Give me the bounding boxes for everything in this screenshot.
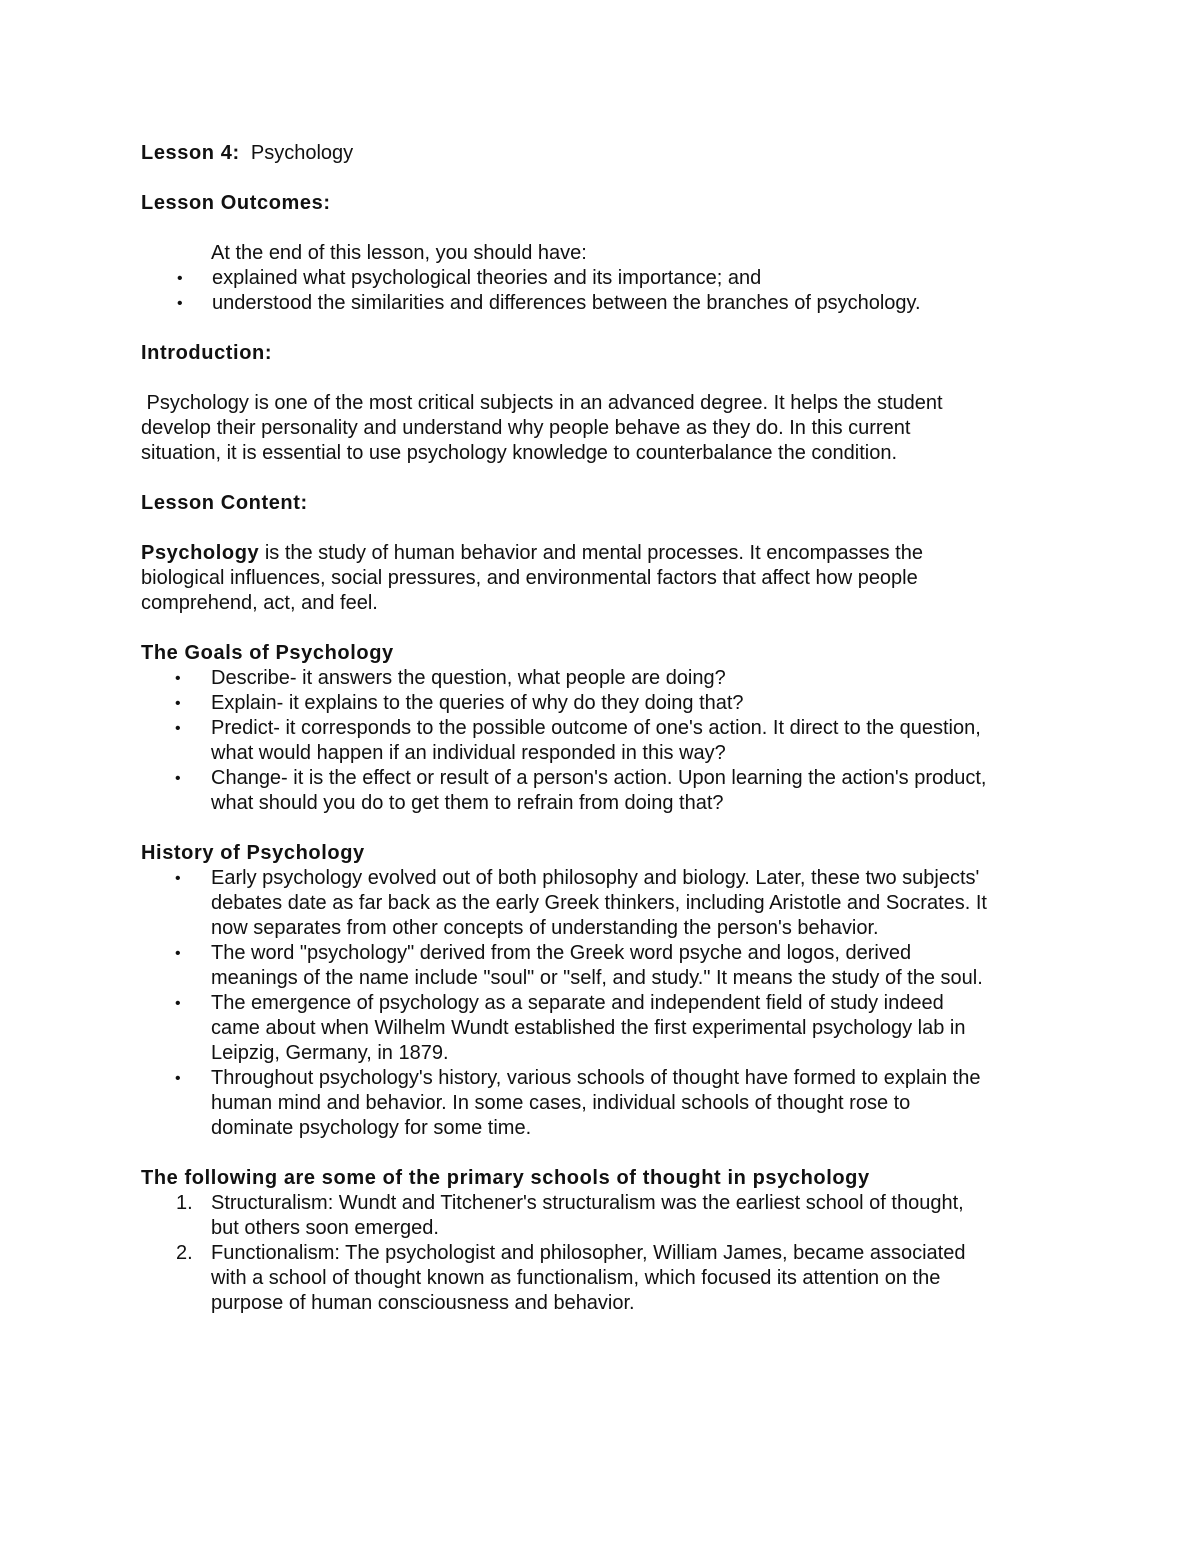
outcome-text: understood the similarities and differences between the branches of psychology.: [212, 292, 921, 314]
history-line: Leipzig, Germany, in 1879.: [211, 1042, 449, 1064]
psychology-term: Psychology: [141, 542, 260, 564]
list-item: [175, 716, 1061, 766]
bullet-icon: •: [175, 870, 181, 887]
content-heading: Lesson Content:: [141, 492, 308, 514]
history-line: human mind and behavior. In some cases, individual schools of thought rose to: [211, 1092, 911, 1114]
list-item: [175, 666, 1061, 691]
school-line: Structuralism: Wundt and Titchener's structuralism was the earliest school of thought,: [211, 1192, 964, 1214]
history-line: Early psychology evolved out of both philosophy and biology. Later, these two subjects': [211, 867, 980, 889]
outcomes-section: [141, 241, 1061, 316]
list-item: [175, 691, 1061, 716]
bullet-icon: •: [175, 1070, 181, 1087]
bullet-icon: •: [175, 670, 181, 687]
goal-line: Predict- it corresponds to the possible outcome of one's action. It direct to the question,: [211, 717, 981, 739]
list-number: 2.: [176, 1242, 193, 1264]
history-line: The word "psychology" derived from the Greek word psyche and logos, derived: [211, 942, 912, 964]
list-item: [175, 1066, 1061, 1141]
list-item: [175, 991, 1061, 1066]
goal-line: what should you do to get them to refrain from doing that?: [211, 792, 724, 814]
schools-list: [176, 1191, 1061, 1316]
list-item: [141, 266, 1061, 291]
history-list: [175, 866, 1061, 1141]
history-line: meanings of the name include "soul" or "self, and study." It means the study of the soul.: [211, 967, 983, 989]
history-heading: History of Psychology: [141, 842, 365, 864]
outcomes-list: [141, 266, 1061, 316]
outcome-text: explained what psychological theories and its importance; and: [212, 267, 762, 289]
list-number: 1.: [176, 1192, 193, 1214]
bullet-icon: •: [177, 295, 183, 312]
outcomes-intro: At the end of this lesson, you should have:: [211, 242, 587, 264]
goal-line: Explain- it explains to the queries of why do they doing that?: [211, 692, 744, 714]
history-line: dominate psychology for some time.: [211, 1117, 532, 1139]
list-item: [175, 866, 1061, 941]
content-line: [141, 541, 1061, 566]
document-page: [141, 141, 1061, 1316]
goals-list: [175, 666, 1061, 816]
history-line: came about when Wilhelm Wundt established the first experimental psychology lab in: [211, 1017, 966, 1039]
content-text: is the study of human behavior and mental processes. It encompasses the: [259, 542, 923, 564]
schools-heading: The following are some of the primary schools of thought in psychology: [141, 1167, 870, 1189]
goal-line: Describe- it answers the question, what people are doing?: [211, 667, 726, 689]
history-line: The emergence of psychology as a separate and independent field of study indeed: [211, 992, 944, 1014]
school-line: with a school of thought known as functionalism, which focused its attention on the: [211, 1267, 941, 1289]
history-line: Throughout psychology's history, various schools of thought have formed to explain the: [211, 1067, 981, 1089]
introduction-heading: Introduction:: [141, 342, 273, 364]
bullet-icon: •: [175, 770, 181, 787]
goals-heading: The Goals of Psychology: [141, 642, 394, 664]
introduction-line: Psychology is one of the most critical subjects in an advanced degree. It helps the student: [141, 392, 943, 414]
lesson-title: Psychology: [250, 142, 354, 164]
bullet-icon: •: [177, 270, 183, 287]
bullet-icon: •: [175, 720, 181, 737]
list-item: [175, 766, 1061, 816]
goal-line: Change- it is the effect or result of a person's action. Upon learning the action's product,: [211, 767, 987, 789]
introduction-line: situation, it is essential to use psychology knowledge to counterbalance the condition.: [141, 442, 898, 464]
history-line: now separates from other concepts of understanding the person's behavior.: [211, 917, 879, 939]
bullet-icon: •: [175, 995, 181, 1012]
content-paragraph: [141, 541, 1061, 616]
list-item: [176, 1241, 1061, 1316]
list-item: [175, 941, 1061, 991]
content-line: comprehend, act, and feel.: [141, 592, 378, 614]
introduction-line: develop their personality and understand why people behave as they do. In this current: [141, 417, 911, 439]
content-line: biological influences, social pressures, and environmental factors that affect how people: [141, 567, 918, 589]
lesson-label: Lesson 4:: [141, 142, 240, 164]
outcomes-heading: Lesson Outcomes:: [141, 192, 331, 214]
list-item: [176, 1191, 1061, 1241]
school-line: but others soon emerged.: [211, 1217, 439, 1239]
goal-line: what would happen if an individual responded in this way?: [211, 742, 726, 764]
bullet-icon: •: [175, 945, 181, 962]
history-line: debates date as far back as the early Greek thinkers, including Aristotle and Socrates. It: [211, 892, 987, 914]
bullet-icon: •: [175, 695, 181, 712]
list-item: [141, 291, 1061, 316]
school-line: purpose of human consciousness and behavior.: [211, 1292, 635, 1314]
school-line: Functionalism: The psychologist and philosopher, William James, became associated: [211, 1242, 966, 1264]
lesson-title-line: [141, 141, 1061, 166]
introduction-paragraph: [141, 391, 1061, 466]
